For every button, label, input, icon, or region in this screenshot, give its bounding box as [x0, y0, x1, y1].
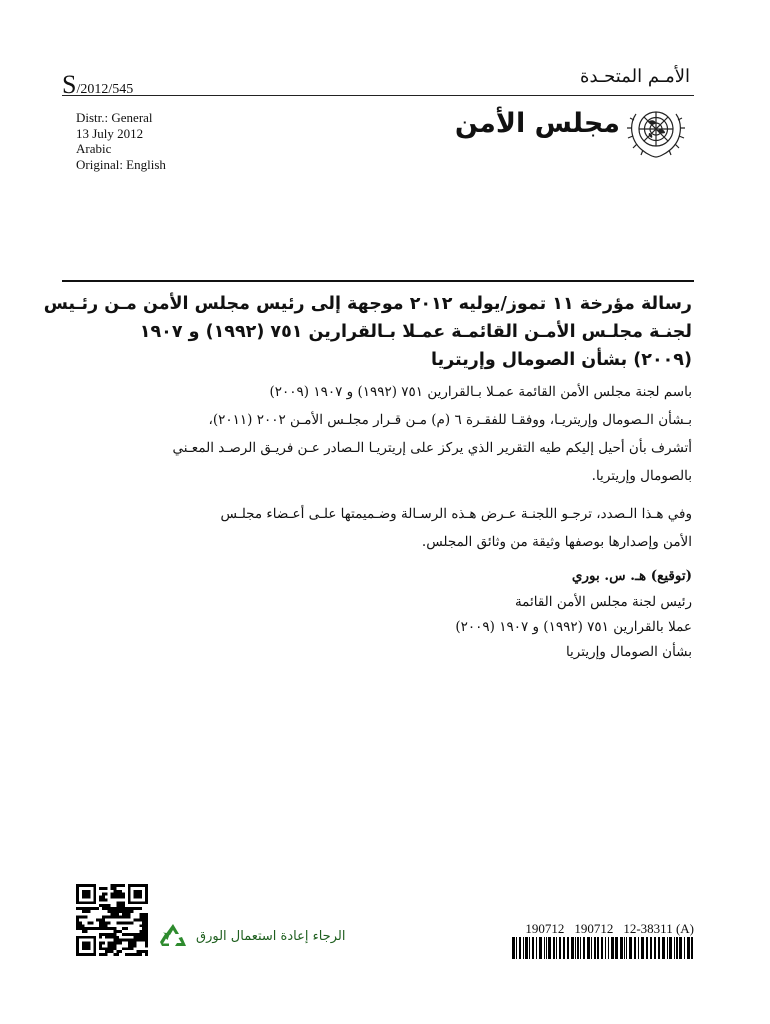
title-rule [62, 280, 694, 282]
paragraph-line: أتشرف بأن أحيل إليكم طيه التقرير الذي يركز على إريتريـا الـصادر عـن فريـق الرصـد المعـني [172, 440, 692, 456]
paragraph-line: بالصومال وإريتريا. [591, 468, 692, 484]
signature-title-line: رئيس لجنة مجلس الأمن القائمة [514, 594, 692, 610]
symbol-prefix: S [62, 70, 77, 99]
recycle-notice: الرجاء إعادة استعمال الورق [196, 929, 346, 944]
title-line: لجنـة مجلـس الأمـن القائمـة عمـلا بـالقرارين ٧٥١ (١٩٩٢) و ١٩٠٧ [139, 322, 692, 342]
job-number: 12-38311 (A) [623, 921, 694, 936]
signature-title-line: عملا بالقرارين ٧٥١ (١٩٩٢) و ١٩٠٧ (٢٠٠٩) [455, 619, 692, 635]
title-line: (٢٠٠٩) بشأن الصومال وإريتريا [431, 350, 692, 370]
paragraph-1 [150, 378, 692, 490]
un-emblem-icon [624, 100, 688, 162]
header-rule [62, 95, 694, 96]
signature-title-line: بشأن الصومال وإريتريا [565, 644, 692, 660]
doc-code: 190712 [525, 921, 565, 936]
original-language-line: Original: English [76, 156, 166, 172]
distribution-block [76, 110, 166, 172]
distribution-line: Distr.: General [76, 110, 153, 125]
language-line: Arabic [76, 141, 112, 156]
document-codes [515, 921, 694, 937]
barcode-icon [512, 937, 694, 959]
recycle-icon [158, 922, 188, 952]
date-line: 13 July 2012 [76, 125, 144, 141]
org-name: الأمـم المتحـدة [580, 66, 690, 87]
title-line: رسالة مؤرخة ١١ تموز/يوليه ٢٠١٢ موجهة إلى رئيس مجلس الأمن مـن رئـيس [43, 294, 692, 314]
paragraph-line: وفي هـذا الـصدد، ترجـو اللجنـة عـرض هـذه الرسـالة وضـميمتها علـى أعـضاء مجلـس [220, 506, 692, 522]
paragraph-2 [150, 500, 692, 556]
paragraph-line: الأمن وإصدارها بوصفها وثيقة من وثائق المجلس. [421, 534, 692, 550]
symbol-number: /2012/545 [76, 82, 134, 97]
document-title [43, 290, 692, 374]
qr-code-icon [76, 884, 148, 956]
council-name: مجلس الأمن [454, 108, 620, 139]
paragraph-line: بـشأن الـصومال وإريتريـا، ووفقـا للفقـرة ٦ (م) مـن قـرار مجلـس الأمـن ٢٠٠٢ (٢٠١١)، [208, 412, 692, 428]
letter-body [150, 378, 692, 665]
signature-name: (توقيع) هـ. س. بوري [571, 568, 692, 584]
paragraph-line: باسم لجنة مجلس الأمن القائمة عمـلا بـالقرارين ٧٥١ (١٩٩٢) و ١٩٠٧ (٢٠٠٩) [269, 384, 692, 400]
doc-code: 190712 [574, 921, 614, 936]
